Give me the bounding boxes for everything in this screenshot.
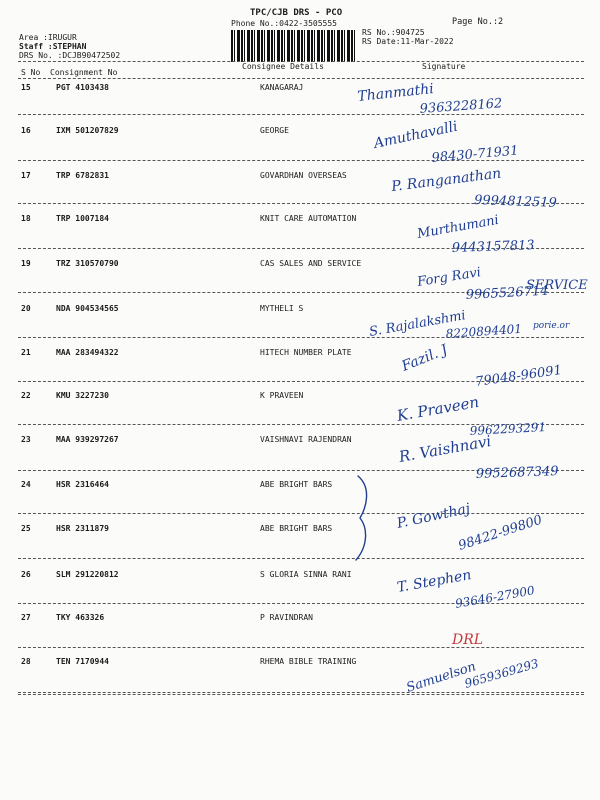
table-row [0, 83, 600, 95]
area-label: Area :IRUGUR [19, 33, 77, 42]
row-consignee: GEORGE [260, 126, 289, 135]
row-divider [18, 424, 584, 425]
signature-phone: 9952687349 [475, 464, 559, 482]
row-sno: 26 [21, 570, 31, 579]
row-consignee: K PRAVEEN [260, 391, 304, 400]
row-sno: 19 [21, 259, 31, 268]
row-consignee: KANAGARAJ [260, 83, 304, 92]
row-consignee: ABE BRIGHT BARS [260, 524, 333, 533]
table-row [0, 524, 600, 536]
row-divider [18, 203, 584, 204]
row-consignment: NDA 904534565 [56, 304, 119, 313]
row-sno: 28 [21, 657, 31, 666]
staff-label: Staff :STEPHAN [19, 42, 87, 51]
row-sno: 18 [21, 214, 31, 223]
row-consignee: RHEMA BIBLE TRAINING [260, 657, 357, 666]
rs-date: RS Date:11-Mar-2022 [362, 37, 454, 46]
sheet-title: TPC/CJB DRS - PCO [250, 8, 343, 18]
table-row [0, 657, 600, 669]
table-row [0, 304, 600, 316]
row-divider [18, 558, 584, 559]
row-sno: 24 [21, 480, 31, 489]
signature-text: Murthumani [416, 212, 500, 242]
column-header-sno: S No [21, 68, 41, 77]
row-divider [18, 160, 584, 161]
row-sno: 15 [21, 83, 31, 92]
row-consignment: TRP 1007184 [56, 214, 109, 223]
row-divider [18, 692, 584, 693]
row-consignment: SLM 291220812 [56, 570, 119, 579]
row-consignee: CAS SALES AND SERVICE [260, 259, 362, 268]
table-row [0, 259, 600, 271]
row-sno: 25 [21, 524, 31, 533]
row-sno: 20 [21, 304, 31, 313]
signature-phone: 98430-71931 [431, 143, 520, 166]
row-consignee: S GLORIA SINNA RANI [260, 570, 352, 579]
signature-text: Samuelson [404, 659, 478, 696]
signature-text: P. Ranganathan [390, 165, 503, 195]
table-row [0, 214, 600, 226]
signature-text: S. Rajalakshmi [368, 308, 467, 340]
signature-text: K. Praveen [395, 392, 481, 425]
table-row [0, 171, 600, 183]
drs-number: DRS No. :DCJB90472502 [19, 51, 121, 60]
divider [18, 694, 584, 695]
table-row [0, 348, 600, 360]
table-row [0, 570, 600, 582]
row-consignee: MYTHELI S [260, 304, 304, 313]
signature-phone: 9965526714 [465, 283, 549, 303]
row-divider [18, 337, 584, 338]
row-consignment: TRZ 310570790 [56, 259, 119, 268]
row-consignee: GOVARDHAN OVERSEAS [260, 171, 347, 180]
row-consignee: ABE BRIGHT BARS [260, 480, 333, 489]
signature-phone: 9962293291 [469, 420, 547, 438]
row-consignee: P RAVINDRAN [260, 613, 313, 622]
signature-phone: 93646-27900 [454, 583, 536, 611]
signature-phone: 98422-99800 [456, 512, 545, 554]
signature-text: R. Vaishnavi [397, 432, 493, 466]
row-consignee: HITECH NUMBER PLATE [260, 348, 352, 357]
table-row [0, 613, 600, 625]
page-number: Page No.:2 [452, 17, 504, 27]
divider [18, 78, 584, 79]
signature-phone: 8220894401 [445, 321, 523, 341]
signature-phone: 9659369293 [462, 656, 541, 691]
table-row [0, 435, 600, 447]
row-sno: 16 [21, 126, 31, 135]
column-header-signature: Signature [422, 62, 466, 71]
row-consignee: KNIT CARE AUTOMATION [260, 214, 357, 223]
signature-text: Thanmathi [356, 81, 435, 105]
column-header-details: Consignee Details [242, 62, 324, 71]
signature-text: Forg Ravi [416, 265, 482, 290]
row-divider [18, 603, 584, 604]
signature-text: DRL [452, 632, 484, 648]
row-sno: 21 [21, 348, 31, 357]
row-divider [18, 470, 584, 471]
signature-phone: 79048-96091 [474, 362, 563, 390]
table-row [0, 391, 600, 403]
signature-phone: 9443157813 [451, 238, 535, 256]
row-consignment: TEN 7170944 [56, 657, 109, 666]
barcode [231, 30, 357, 62]
row-sno: 27 [21, 613, 31, 622]
signature-phone: 9994812519 [473, 193, 558, 211]
row-sno: 22 [21, 391, 31, 400]
row-consignment: PGT 4103438 [56, 83, 109, 92]
row-sno: 23 [21, 435, 31, 444]
signature-text: T. Stephen [395, 567, 473, 596]
signature-text: P. Gowthaj [395, 500, 472, 532]
row-divider [18, 248, 584, 249]
column-header-consignment: Consignment No [50, 68, 118, 77]
row-consignment: MAA 283494322 [56, 348, 119, 357]
row-sno: 17 [21, 171, 31, 180]
table-row [0, 480, 600, 492]
signature-phone: 9363228162 [419, 96, 503, 117]
row-consignment: HSR 2316464 [56, 480, 109, 489]
row-consignment: HSR 2311879 [56, 524, 109, 533]
phone-number: Phone No.:0422-3505555 [231, 19, 337, 28]
rs-number: RS No.:904725 [362, 28, 425, 37]
stamp-text: porie.or [533, 321, 570, 331]
row-divider [18, 292, 584, 293]
row-consignee: VAISHNAVI RAJENDRAN [260, 435, 352, 444]
signature-text: Fazil. J [399, 341, 450, 375]
stamp-text: SERVICE [526, 278, 588, 293]
row-consignment: MAA 939297267 [56, 435, 119, 444]
row-consignment: IXM 501207829 [56, 126, 119, 135]
row-divider [18, 647, 584, 648]
row-consignment: TKY 463326 [56, 613, 105, 622]
row-consignment: KMU 3227230 [56, 391, 109, 400]
row-divider [18, 114, 584, 115]
row-divider [18, 381, 584, 382]
signature-text: Amuthavalli [372, 118, 460, 152]
table-row [0, 126, 600, 138]
row-consignment: TRP 6782831 [56, 171, 109, 180]
row-divider [18, 513, 584, 514]
